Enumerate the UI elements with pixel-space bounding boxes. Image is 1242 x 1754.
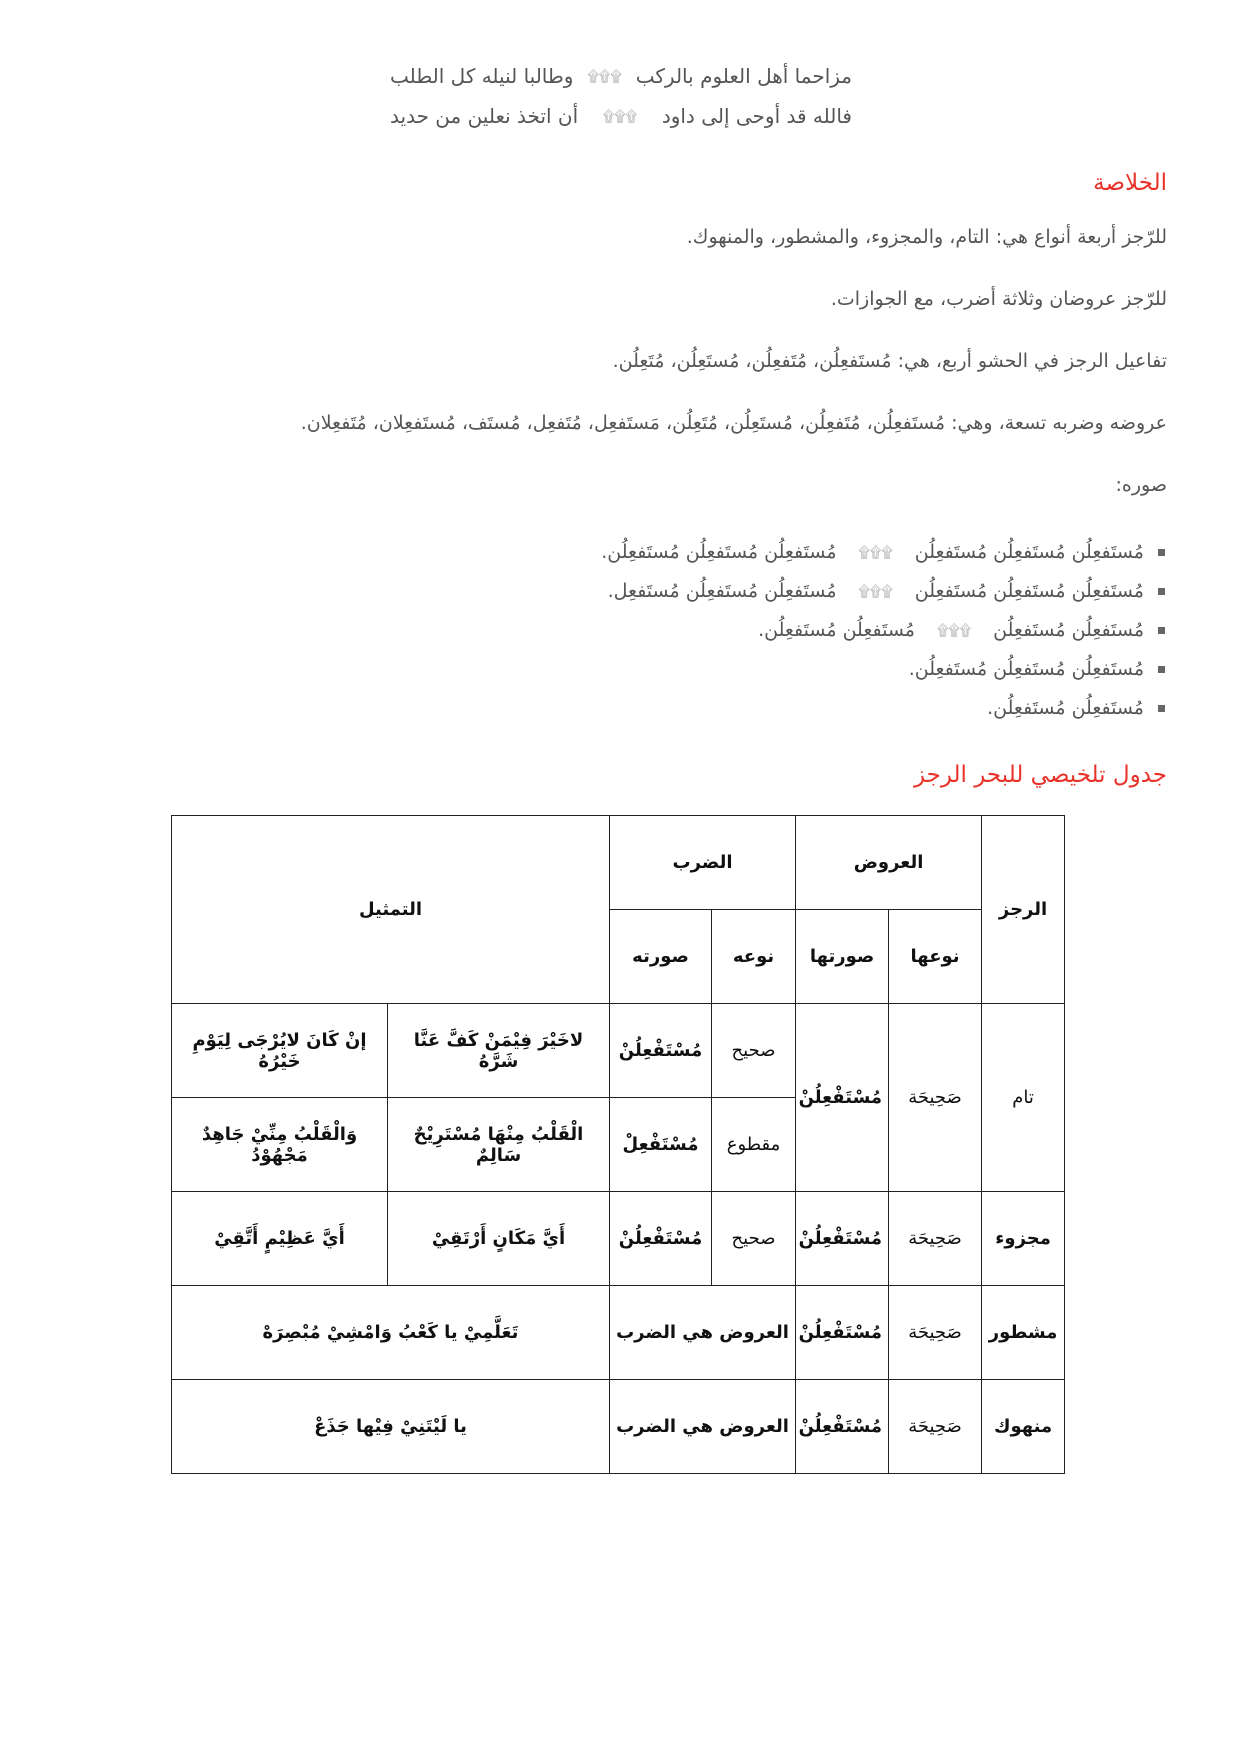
- verse-2-second-hemistich: أن اتخذ نعلين من حديد: [390, 104, 579, 128]
- header-arood: العروض: [796, 816, 982, 910]
- verse-2-first-hemistich: فالله قد أوحى إلى داود: [661, 104, 852, 128]
- rajaz-summary-table: [171, 815, 1065, 1474]
- header-rajaz: الرجز: [982, 816, 1065, 1004]
- taam-example-1a: لاخَيْرَ فِيْمَنْ كَفَّ عَنَّا شَرَّهُ: [388, 1004, 610, 1098]
- taam-example-2a: الْقَلْبُ مِنْهَا مُسْتَرِيْحٌ سَالِمٌ: [388, 1098, 610, 1192]
- header-arood-type: نوعها: [889, 910, 982, 1004]
- verse-separator: ۩۩۩: [587, 67, 622, 85]
- list-item: [601, 533, 1165, 572]
- taam-example-2b: وَالْقَلْبُ مِنِّيْ جَاهِدٌ مَجْهُوْدُ: [172, 1098, 388, 1192]
- forms-label: صوره:: [1115, 474, 1167, 496]
- taam-arood-type: صَحِيحَة: [889, 1004, 982, 1192]
- majzoo-example-a: أَيَّ مَكَانٍ أَرْتَقِيْ: [388, 1192, 610, 1286]
- row-name-mashtoor: مشطور: [982, 1286, 1065, 1380]
- taam-darb-type-2: مقطوع: [712, 1098, 796, 1192]
- manhook-example: يا لَيْتَنِيْ فِيْها جَذَعْ: [172, 1380, 610, 1474]
- header-darb-type: نوعه: [712, 910, 796, 1004]
- row-name-taam: تام: [982, 1004, 1065, 1192]
- form-second: مُستَفعِلُن مُستَفعِلُن مُستَفعِل.: [607, 580, 837, 602]
- bullet-icon: [1158, 588, 1165, 595]
- verse-separator: ۩۩۩: [602, 107, 638, 125]
- form-first: مُستَفعِلُن مُستَفعِلُن: [993, 619, 1144, 641]
- list-item: [601, 650, 1165, 689]
- form-first: مُستَفعِلُن مُستَفعِلُن.: [987, 697, 1144, 719]
- summary-paragraph-aroodh: للرّجز عروضان وثلاثة أضرب، مع الجوازات.: [830, 288, 1167, 310]
- taam-example-1b: إنْ كَانَ لايُرْجَى لِيَوْمِ خَيْرُهُ: [172, 1004, 388, 1098]
- summary-paragraph-types: للرّجز أربعة أنواع هي: التام، والمجزوء، والمشطور، والمنهوك.: [686, 226, 1167, 248]
- bullet-icon: [1158, 549, 1165, 556]
- row-name-manhook: منهوك: [982, 1380, 1065, 1474]
- verse-1-second-hemistich: وطالبا لنيله كل الطلب: [390, 64, 574, 88]
- verse-1-first-hemistich: مزاحما أهل العلوم بالركب: [635, 64, 852, 88]
- verse-separator: ۩۩۩: [858, 582, 893, 600]
- mashtoor-arood-type: صَحِيحَة: [889, 1286, 982, 1380]
- list-item: [601, 689, 1165, 728]
- forms-list: [601, 533, 1165, 728]
- majzoo-darb-form: مُسْتَفْعِلُنْ: [610, 1192, 712, 1286]
- summary-paragraph-darb: عروضه وضربه تسعة، وهي: مُستَفعِلُن، مُتَفعِلُن، مُستَعِلُن، مُتَعِلُن، مَستَفعِل، مُتَفعِل، مُستَف، مُستَفعِلان، مُتَفعِلان.: [300, 412, 1167, 434]
- summary-heading: الخلاصة: [1093, 170, 1167, 196]
- taam-darb-form-1: مُسْتَفْعِلُنْ: [610, 1004, 712, 1098]
- summary-paragraph-hashw: تفاعيل الرجز في الحشو أربع، هي: مُستَفعِلُن، مُتَفعِلُن، مُستَعِلُن، مُتَعِلُن.: [612, 350, 1167, 372]
- form-second: مُستَفعِلُن مُستَفعِلُن مُستَفعِلُن.: [601, 541, 837, 563]
- form-first: مُستَفعِلُن مُستَفعِلُن مُستَفعِلُن: [914, 580, 1144, 602]
- majzoo-example-b: أَيَّ عَظِيْمٍ أَتَّقِيْ: [172, 1192, 388, 1286]
- form-first: مُستَفعِلُن مُستَفعِلُن مُستَفعِلُن: [914, 541, 1144, 563]
- list-item: [601, 572, 1165, 611]
- verse-line-2: [390, 104, 852, 128]
- row-name-majzoo: مجزوء: [982, 1192, 1065, 1286]
- mashtoor-example: تَعَلَّمِيْ يا كَعْبُ وَامْشِيْ مُبْصِرَهْ: [172, 1286, 610, 1380]
- form-first: مُستَفعِلُن مُستَفعِلُن مُستَفعِلُن.: [908, 658, 1144, 680]
- taam-darb-type-1: صحيح: [712, 1004, 796, 1098]
- header-tamtheel: التمثيل: [172, 816, 610, 1004]
- manhook-darb: العروض هي الضرب: [610, 1380, 796, 1474]
- verse-separator: ۩۩۩: [858, 543, 893, 561]
- form-second: مُستَفعِلُن مُستَفعِلُن.: [758, 619, 915, 641]
- majzoo-arood-type: صَحِيحَة: [889, 1192, 982, 1286]
- taam-arood-form: مُسْتَفْعِلُنْ: [796, 1004, 889, 1192]
- verse-separator: ۩۩۩: [936, 621, 972, 639]
- table-heading: جدول تلخيصي للبحر الرجز: [913, 762, 1167, 788]
- mashtoor-darb: العروض هي الضرب: [610, 1286, 796, 1380]
- manhook-arood-form: مُسْتَفْعِلُنْ: [796, 1380, 889, 1474]
- list-item: [601, 611, 1165, 650]
- bullet-icon: [1158, 705, 1165, 712]
- verse-line-1: [390, 64, 852, 88]
- bullet-icon: [1158, 627, 1165, 634]
- majzoo-arood-form: مُسْتَفْعِلُنْ: [796, 1192, 889, 1286]
- mashtoor-arood-form: مُسْتَفْعِلُنْ: [796, 1286, 889, 1380]
- header-darb-form: صورته: [610, 910, 712, 1004]
- header-darb: الضرب: [610, 816, 796, 910]
- majzoo-darb-type: صحيح: [712, 1192, 796, 1286]
- header-arood-form: صورتها: [796, 910, 889, 1004]
- bullet-icon: [1158, 666, 1165, 673]
- taam-darb-form-2: مُسْتَفْعِلْ: [610, 1098, 712, 1192]
- manhook-arood-type: صَحِيحَة: [889, 1380, 982, 1474]
